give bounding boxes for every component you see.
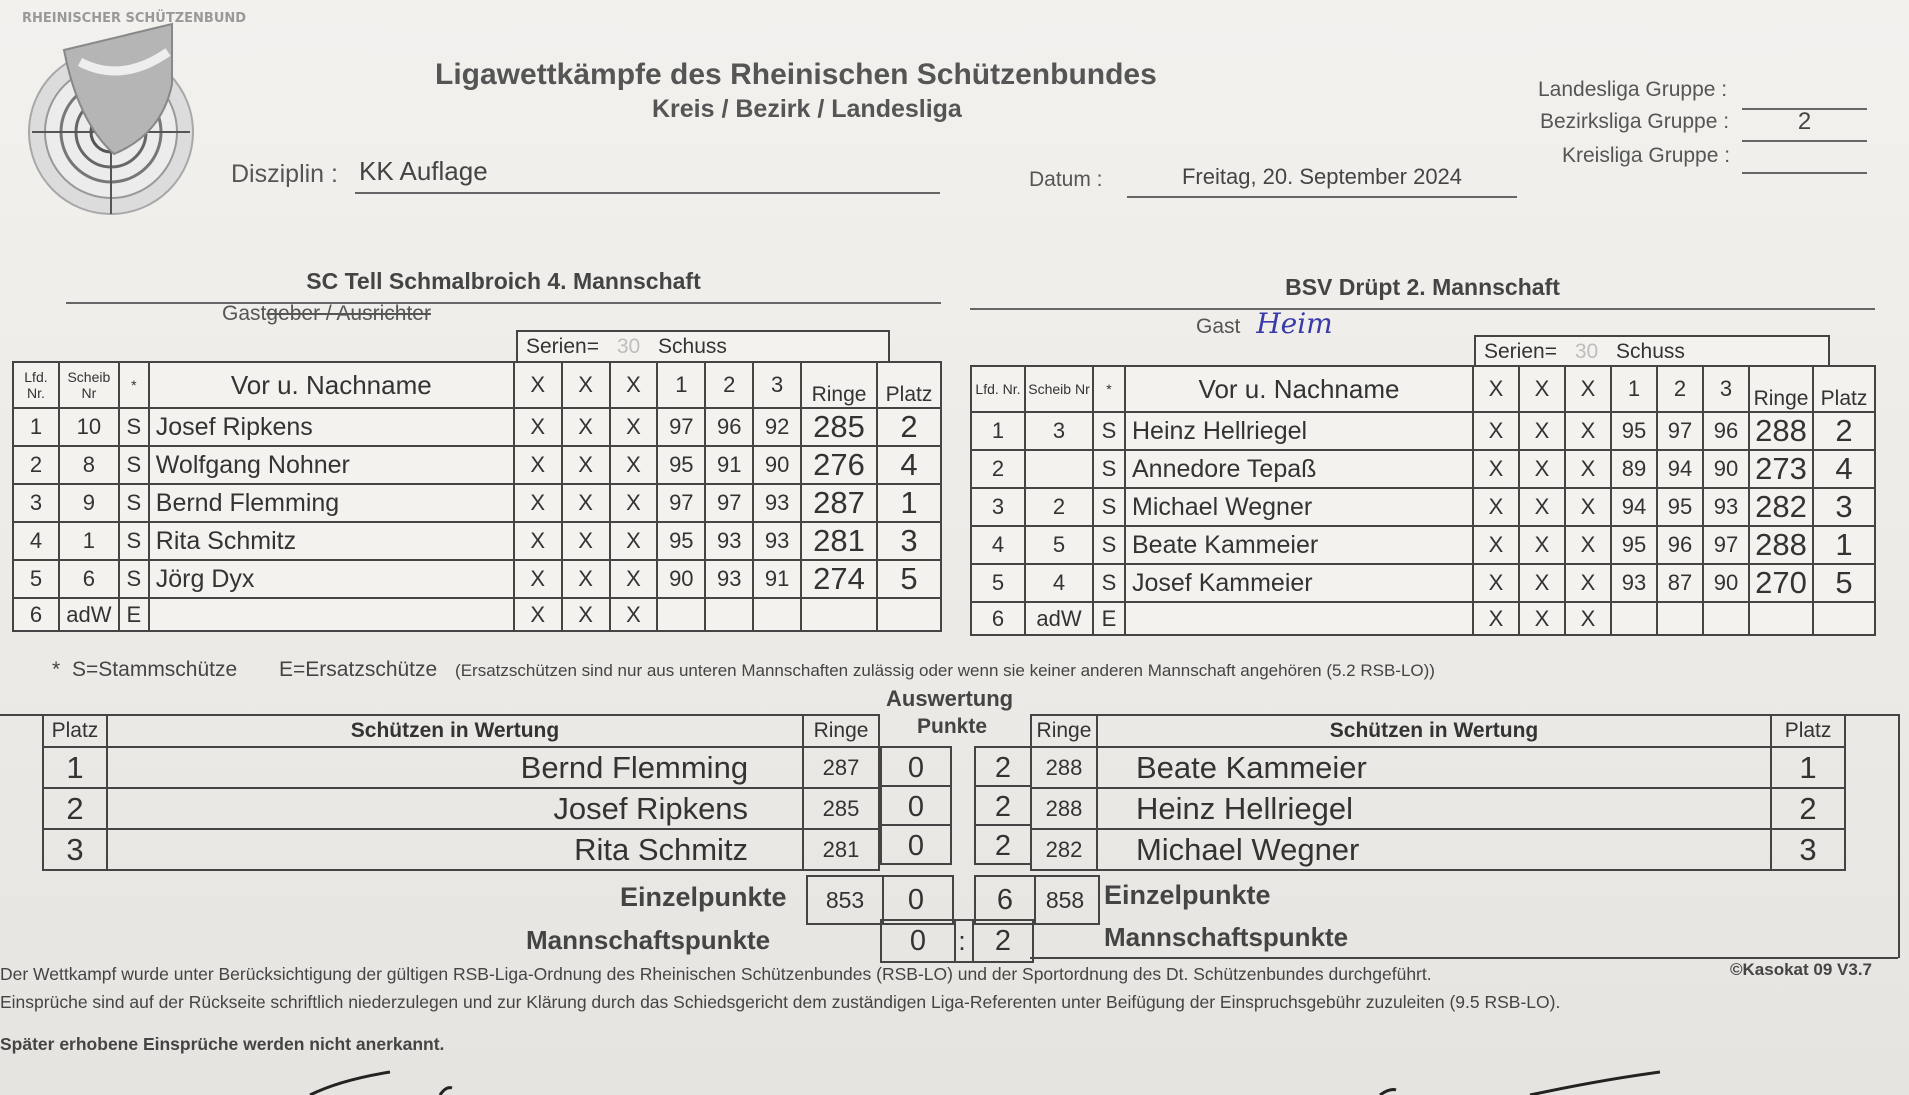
cell-x3: X [610, 446, 658, 484]
serien-label: Serien= [1484, 340, 1557, 363]
bezirksliga-value: 2 [1797, 108, 1812, 135]
datum-value: Freitag, 20. September 2024 [1181, 164, 1463, 189]
cell-scheib: 10 [59, 408, 119, 446]
datum-label: Datum : [1029, 168, 1103, 191]
table-row [13, 598, 941, 631]
auswertung-right-table [1030, 714, 1846, 871]
col-ringe: Ringe [801, 362, 877, 408]
cell-x3: X [610, 408, 658, 446]
cell-x2: X [1519, 526, 1565, 564]
cell-serie-1: 94 [1611, 488, 1657, 526]
wertung-name: Michael Wegner [1097, 829, 1771, 870]
wertung-platz: 2 [43, 788, 107, 829]
cell-x1: X [1473, 488, 1519, 526]
auswertung-header [1031, 715, 1845, 747]
cell-serie-2 [705, 598, 753, 631]
cell-ringe: 282 [1749, 488, 1813, 526]
landesliga-label: Landesliga Gruppe : [1538, 78, 1728, 101]
cell-platz: 1 [1813, 526, 1875, 564]
col-scheib: Scheib Nr [59, 362, 119, 408]
cell-platz: 5 [877, 560, 941, 598]
cell-x1: X [514, 522, 562, 560]
wertung-punkte: 2 [974, 746, 1032, 787]
col-scheib: Scheib Nr [1025, 366, 1093, 412]
left-role-struck: geber / Ausrichter [266, 302, 431, 325]
cell-typ: S [1093, 450, 1125, 488]
cell-x3: X [610, 560, 658, 598]
cell-x2: X [562, 484, 610, 522]
wertung-ringe: 281 [803, 829, 879, 870]
cell-x3: X [610, 484, 658, 522]
cell-x3: X [1565, 602, 1611, 635]
col-star: * [119, 362, 149, 408]
cell-x3: X [1565, 412, 1611, 450]
mannschaftspunkte-label-right: Mannschaftspunkte [1104, 922, 1349, 952]
cell-serie-3: 97 [1703, 526, 1749, 564]
cell-ringe [801, 598, 877, 631]
cell-serie-3: 90 [1703, 564, 1749, 602]
cell-lfd: 4 [971, 526, 1025, 564]
cell-platz [877, 598, 941, 631]
wertung-row [1031, 829, 1845, 870]
wertung-ringe: 288 [1031, 788, 1097, 829]
cell-serie-1: 93 [1611, 564, 1657, 602]
ringe-header: Ringe [803, 715, 879, 747]
cell-serie-2: 96 [1657, 526, 1703, 564]
wertung-row [43, 788, 879, 829]
cell-serie-1: 95 [1611, 412, 1657, 450]
platz-header: Platz [43, 715, 107, 747]
frame-line [1030, 957, 1898, 959]
right-einzelpunkte: 6 [974, 875, 1036, 925]
serien-value: 30 [616, 335, 641, 358]
left-team-name: SC Tell Schmalbroich 4. Mannschaft [306, 268, 701, 294]
right-mannschaftspunkte: 2 [972, 919, 1034, 963]
wertung-platz: 2 [1771, 788, 1845, 829]
col-x: X [610, 362, 658, 408]
wertung-ringe: 282 [1031, 829, 1097, 870]
footer-line-1: Der Wettkampf wurde unter Berücksichtigung der gültigen RSB-Liga-Ordnung des Rheinischen Schützenbundes (RSB-LO) und der Sportordnung des Dt. Schützenbundes durchgeführt. [0, 964, 1432, 984]
cell-platz: 5 [1813, 564, 1875, 602]
wertung-punkte: 2 [974, 785, 1032, 826]
wertung-platz: 1 [1771, 747, 1845, 788]
cell-typ: S [119, 446, 149, 484]
cell-x1: X [1473, 526, 1519, 564]
cell-serie-2: 97 [705, 484, 753, 522]
page-subtitle: Kreis / Bezirk / Landesliga [652, 95, 962, 123]
legend-star: * [52, 658, 61, 681]
wertung-row [43, 747, 879, 788]
cell-typ: S [119, 522, 149, 560]
cell-ringe: 288 [1749, 412, 1813, 450]
footer-line-2: Einsprüche sind auf der Rückseite schriftlich niederzulegen und zur Klärung durch das Schiedsgericht dem zuständigen Liga-Referenten unter Beifügung der Einspruchsgebühr zuzuleiten (9.5 RSB-LO). [0, 992, 1561, 1012]
ringe-header: Ringe [1031, 715, 1097, 747]
cell-name [149, 598, 514, 631]
wertung-name: Rita Schmitz [107, 829, 803, 870]
cell-typ: S [1093, 412, 1125, 450]
cell-x1: X [1473, 412, 1519, 450]
left-team-role [222, 302, 431, 326]
table-row [13, 522, 941, 560]
cell-platz: 4 [877, 446, 941, 484]
cell-serie-3 [1703, 602, 1749, 635]
left-einzelpunkte: 0 [880, 875, 954, 925]
table-row [971, 602, 1875, 635]
cell-name: Heinz Hellriegel [1125, 412, 1473, 450]
cell-serie-1: 97 [657, 484, 705, 522]
cell-lfd: 5 [13, 560, 59, 598]
cell-serie-3: 93 [1703, 488, 1749, 526]
cell-serie-1: 97 [657, 408, 705, 446]
frame-line [0, 714, 42, 716]
col-x: X [1473, 366, 1519, 412]
cell-serie-2: 95 [1657, 488, 1703, 526]
col-name: Vor u. Nachname [149, 362, 514, 408]
cell-scheib: 6 [59, 560, 119, 598]
cell-ringe [1749, 602, 1813, 635]
auswertung-header [43, 715, 879, 747]
cell-x2: X [1519, 412, 1565, 450]
cell-lfd: 1 [13, 408, 59, 446]
wertung-name: Josef Ripkens [107, 788, 803, 829]
cell-lfd: 3 [971, 488, 1025, 526]
cell-name: Josef Kammeier [1125, 564, 1473, 602]
cell-x2: X [562, 408, 610, 446]
col-x: X [1565, 366, 1611, 412]
wertung-punkte: 2 [974, 824, 1032, 865]
cell-platz [1813, 602, 1875, 635]
cell-scheib: 1 [59, 522, 119, 560]
table-row [971, 412, 1875, 450]
cell-ringe: 288 [1749, 526, 1813, 564]
club-logo [22, 11, 247, 222]
right-role-hand: Heim [1256, 307, 1333, 340]
legend [52, 658, 1435, 682]
table-header-row [971, 366, 1875, 412]
cell-x2: X [1519, 450, 1565, 488]
left-team-name-field [66, 268, 941, 304]
cell-serie-3 [753, 598, 801, 631]
cell-typ: S [1093, 564, 1125, 602]
col-x: X [562, 362, 610, 408]
landesliga-field [1742, 80, 1867, 110]
col-x: X [1519, 366, 1565, 412]
wertung-ringe: 287 [803, 747, 879, 788]
cell-x1: X [1473, 602, 1519, 635]
kreisliga-field [1742, 144, 1867, 174]
cell-x3: X [1565, 564, 1611, 602]
cell-ringe: 287 [801, 484, 877, 522]
right-role-label: Gast [1196, 315, 1241, 338]
table-row [13, 560, 941, 598]
table-row [971, 526, 1875, 564]
col-platz: Platz [877, 362, 941, 408]
cell-serie-2: 93 [705, 560, 753, 598]
cell-x3: X [610, 522, 658, 560]
cell-serie-1 [657, 598, 705, 631]
platz-header: Platz [1771, 715, 1845, 747]
cell-serie-3: 93 [753, 484, 801, 522]
table-row [971, 488, 1875, 526]
wertung-platz: 3 [43, 829, 107, 870]
wertung-row [43, 829, 879, 870]
col-s1: 1 [657, 362, 705, 408]
right-team-role [1196, 307, 1333, 340]
cell-typ: S [1093, 526, 1125, 564]
einzelpunkte-label-right: Einzelpunkte [1104, 880, 1271, 910]
cell-serie-3: 90 [1703, 450, 1749, 488]
kreisliga-label: Kreisliga Gruppe : [1562, 144, 1731, 167]
score-separator: : [952, 919, 972, 963]
cell-typ: S [119, 484, 149, 522]
left-sum-ringe: 853 [806, 875, 884, 925]
cell-x1: X [514, 598, 562, 631]
auswertung-left-table [42, 714, 880, 871]
cell-name: Rita Schmitz [149, 522, 514, 560]
cell-lfd: 5 [971, 564, 1025, 602]
cell-x1: X [1473, 450, 1519, 488]
cell-x1: X [514, 408, 562, 446]
col-lfd: Lfd. Nr. [13, 362, 59, 408]
right-serien-header [1474, 335, 1830, 367]
logo-ring-text: RHEINISCHER SCHÜTZENBUND [22, 11, 247, 26]
left-punkte-column [880, 746, 952, 865]
col-lfd: Lfd. Nr. [971, 366, 1025, 412]
table-row [971, 564, 1875, 602]
cell-scheib: adW [59, 598, 119, 631]
cell-x2: X [1519, 602, 1565, 635]
col-ringe: Ringe [1749, 366, 1813, 412]
wertung-platz: 3 [1771, 829, 1845, 870]
left-role-prefix: Gast [222, 302, 267, 325]
cell-x2: X [562, 598, 610, 631]
signature-strokes [0, 1050, 1909, 1095]
cell-typ: E [119, 598, 149, 631]
cell-name: Bernd Flemming [149, 484, 514, 522]
cell-lfd: 2 [971, 450, 1025, 488]
frame-line [1846, 714, 1898, 716]
serien-label: Serien= [526, 335, 599, 358]
col-name: Vor u. Nachname [1125, 366, 1473, 412]
right-sum-ringe: 858 [1032, 875, 1100, 925]
wertung-punkte: 0 [880, 785, 952, 826]
cell-name: Beate Kammeier [1125, 526, 1473, 564]
cell-serie-2: 93 [705, 522, 753, 560]
frame-line [1898, 714, 1900, 958]
right-punkte-column [974, 746, 1032, 865]
cell-name [1125, 602, 1473, 635]
cell-lfd: 6 [971, 602, 1025, 635]
cell-x2: X [1519, 488, 1565, 526]
legend-ersatz: E=Ersatzschütze [279, 658, 438, 681]
cell-serie-1: 90 [657, 560, 705, 598]
cell-lfd: 3 [13, 484, 59, 522]
schuss-label: Schuss [1616, 340, 1685, 363]
cell-lfd: 2 [13, 446, 59, 484]
cell-x3: X [1565, 526, 1611, 564]
wertung-name: Beate Kammeier [1097, 747, 1771, 788]
wertung-name: Bernd Flemming [107, 747, 803, 788]
bezirksliga-label: Bezirksliga Gruppe : [1540, 110, 1730, 133]
cell-x3: X [1565, 450, 1611, 488]
col-s3: 3 [1703, 366, 1749, 412]
col-s2: 2 [705, 362, 753, 408]
disziplin-field [355, 156, 940, 194]
cell-x2: X [562, 522, 610, 560]
cell-ringe: 285 [801, 408, 877, 446]
cell-serie-1: 95 [1611, 526, 1657, 564]
einzelpunkte-label-left: Einzelpunkte [620, 882, 787, 912]
auswertung-title: Auswertung [886, 686, 1014, 711]
cell-lfd: 1 [971, 412, 1025, 450]
bezirksliga-field [1742, 108, 1867, 142]
cell-x1: X [514, 446, 562, 484]
cell-scheib: 4 [1025, 564, 1093, 602]
wertung-punkte: 0 [880, 746, 952, 787]
cell-ringe: 281 [801, 522, 877, 560]
cell-serie-3: 93 [753, 522, 801, 560]
table-row [13, 408, 941, 446]
wertung-ringe: 285 [803, 788, 879, 829]
table-header-row [13, 362, 941, 408]
cell-name: Jörg Dyx [149, 560, 514, 598]
cell-x2: X [562, 560, 610, 598]
cell-x1: X [1473, 564, 1519, 602]
cell-scheib: 8 [59, 446, 119, 484]
col-x: X [514, 362, 562, 408]
right-team-name-field [970, 274, 1875, 310]
col-s1: 1 [1611, 366, 1657, 412]
legend-note: (Ersatzschützen sind nur aus unteren Mannschaften zulässig oder wenn sie keiner anderen Mannschaft angehören (5.2 RSB-LO)) [455, 661, 1435, 680]
cell-x3: X [610, 598, 658, 631]
cell-serie-2: 94 [1657, 450, 1703, 488]
left-mannschaftspunkte: 0 [880, 919, 956, 963]
col-star: * [1093, 366, 1125, 412]
cell-platz: 2 [877, 408, 941, 446]
cell-scheib: 2 [1025, 488, 1093, 526]
cell-ringe: 276 [801, 446, 877, 484]
cell-scheib: 5 [1025, 526, 1093, 564]
right-team-name: BSV Drüpt 2. Mannschaft [1285, 274, 1560, 300]
cell-serie-1: 89 [1611, 450, 1657, 488]
right-score-table [970, 365, 1876, 636]
cell-name: Michael Wegner [1125, 488, 1473, 526]
wertung-name: Heinz Hellriegel [1097, 788, 1771, 829]
cell-name: Wolfgang Nohner [149, 446, 514, 484]
cell-serie-2 [1657, 602, 1703, 635]
left-score-table [12, 361, 942, 632]
cell-ringe: 273 [1749, 450, 1813, 488]
mannschaftspunkte-label-left: Mannschaftspunkte [526, 925, 771, 955]
page-title: Ligawettkämpfe des Rheinischen Schützenbundes [435, 58, 1157, 91]
table-row [971, 450, 1875, 488]
datum-field [1127, 164, 1517, 198]
footer-line-3: Später erhobene Einsprüche werden nicht anerkannt. [0, 1034, 445, 1054]
col-platz: Platz [1813, 366, 1875, 412]
cell-scheib: adW [1025, 602, 1093, 635]
cell-scheib: 3 [1025, 412, 1093, 450]
serien-value: 30 [1574, 340, 1599, 363]
cell-platz: 3 [877, 522, 941, 560]
disziplin-label: Disziplin : [231, 160, 338, 188]
cell-serie-2: 87 [1657, 564, 1703, 602]
cell-platz: 3 [1813, 488, 1875, 526]
cell-serie-3: 90 [753, 446, 801, 484]
cell-serie-3: 91 [753, 560, 801, 598]
cell-typ: S [119, 408, 149, 446]
col-s3: 3 [753, 362, 801, 408]
cell-name: Annedore Tepaß [1125, 450, 1473, 488]
cell-platz: 4 [1813, 450, 1875, 488]
cell-x2: X [1519, 564, 1565, 602]
cell-lfd: 4 [13, 522, 59, 560]
cell-serie-1: 95 [657, 446, 705, 484]
wertung-platz: 1 [43, 747, 107, 788]
legend-stamm: S=Stammschütze [72, 658, 238, 681]
cell-ringe: 274 [801, 560, 877, 598]
cell-platz: 1 [877, 484, 941, 522]
cell-x1: X [514, 560, 562, 598]
schuetzen-header: Schützen in Wertung [107, 715, 803, 747]
cell-serie-2: 96 [705, 408, 753, 446]
cell-lfd: 6 [13, 598, 59, 631]
cell-scheib: 9 [59, 484, 119, 522]
cell-serie-2: 97 [1657, 412, 1703, 450]
cell-name: Josef Ripkens [149, 408, 514, 446]
cell-typ: S [119, 560, 149, 598]
cell-platz: 2 [1813, 412, 1875, 450]
cell-x1: X [514, 484, 562, 522]
cell-serie-1: 95 [657, 522, 705, 560]
wertung-row [1031, 747, 1845, 788]
cell-x2: X [562, 446, 610, 484]
cell-serie-3: 92 [753, 408, 801, 446]
wertung-row [1031, 788, 1845, 829]
copyright: ©Kasokat 09 V3.7 [1730, 960, 1872, 979]
wertung-punkte: 0 [880, 824, 952, 865]
schuss-label: Schuss [658, 335, 727, 358]
left-serien-header [516, 330, 890, 362]
cell-serie-3: 96 [1703, 412, 1749, 450]
cell-typ: S [1093, 488, 1125, 526]
cell-typ: E [1093, 602, 1125, 635]
cell-x3: X [1565, 488, 1611, 526]
disziplin-value: KK Auflage [359, 156, 488, 186]
wertung-ringe: 288 [1031, 747, 1097, 788]
punkte-header: Punkte [917, 715, 988, 738]
cell-scheib [1025, 450, 1093, 488]
col-s2: 2 [1657, 366, 1703, 412]
schuetzen-header: Schützen in Wertung [1097, 715, 1771, 747]
cell-serie-2: 91 [705, 446, 753, 484]
cell-ringe: 270 [1749, 564, 1813, 602]
table-row [13, 484, 941, 522]
table-row [13, 446, 941, 484]
cell-serie-1 [1611, 602, 1657, 635]
